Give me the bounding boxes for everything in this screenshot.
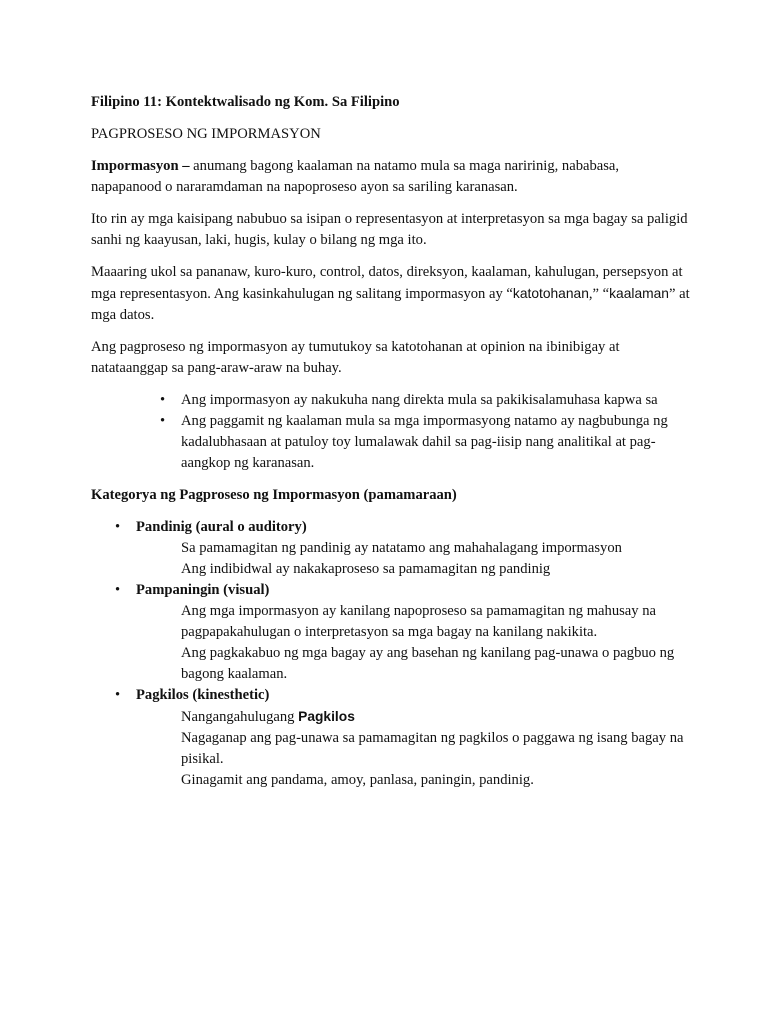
category-body xyxy=(136,706,691,791)
section-heading: PAGPROSESO NG IMPORMASYON xyxy=(91,126,321,142)
list-item-text: Ang paggamit ng kaalaman mula sa mga impormasyong natamo ay nagbubunga ng kadalubhasaan at patuloy toy lumalawak dahil sa pag-iisip nang analitikal at pag-aangkop ng karanasan. xyxy=(181,413,668,471)
list-item xyxy=(160,411,691,474)
category-line: Ang indibidwal ay nakakaproseso sa pamamagitan ng pandinig xyxy=(181,561,551,577)
list-item-text: Ang impormasyon ay nakukuha nang direkta mula sa pakikisalamuhasa kapwa sa xyxy=(181,392,658,408)
paragraph-3-end: ” at mga datos. xyxy=(91,286,690,323)
definition-paragraph xyxy=(91,156,691,198)
category-body xyxy=(136,538,691,580)
category-line: Sa pamamagitan ng pandinig ay natatamo ang mahahalagang impormasyon xyxy=(181,540,622,556)
keyword-katotohanan: katotohanan xyxy=(512,286,589,301)
category-name: Pagkilos (kinesthetic) xyxy=(136,687,270,703)
category-list xyxy=(91,517,691,791)
paragraph-4: Ang pagproseso ng impormasyon ay tumutukoy sa katotohanan at opinion na ibinibigay at natataanggap sa pang-araw-araw na buhay. xyxy=(91,339,620,376)
category-item-pampaningin xyxy=(115,580,691,685)
category-body xyxy=(136,601,691,685)
list-item xyxy=(160,390,691,411)
category-line: Ang mga impormasyon ay kanilang napoproseso sa pamamagitan ng mahusay na pagpapakahulugan o interpretasyon sa mga bagay na kanilang nakikita. xyxy=(181,603,656,640)
category-line: Ang pagkakabuo ng mga bagay ay ang basehan ng kanilang pag-unawa o pagbuo ng bagong kaalaman. xyxy=(181,645,675,682)
bullet-icon: • xyxy=(115,687,121,703)
category-line: Ginagamit ang pandama, amoy, panlasa, paningin, pandinig. xyxy=(181,772,534,788)
definition-term: Impormasyon – xyxy=(91,158,190,174)
bullet-icon: • xyxy=(115,582,121,598)
category-intro xyxy=(181,706,691,728)
document-title: Filipino 11: Kontektwalisado ng Kom. Sa Filipino xyxy=(91,94,400,110)
bullet-icon: • xyxy=(115,519,121,535)
bullet-list xyxy=(91,390,691,474)
category-item-pagkilos xyxy=(115,685,691,791)
category-intro-text: Nangangahulugang xyxy=(181,709,299,725)
paragraph-2: Ito rin ay mga kaisipang nabubuo sa isipan o representasyon at interpretasyon sa mga bagay sa paligid sanhi ng kaayusan, laki, hugis, kulay o bilang ng mga ito. xyxy=(91,211,688,248)
document-page xyxy=(91,92,691,791)
category-name: Pampaningin (visual) xyxy=(136,582,270,598)
paragraph-3-text: Maaaring ukol sa pananaw, kuro-kuro, control, datos, direksyon, kaalaman, kahulugan, persepsyon at mga representasyon. Ang kasinkahulugan ng salitang impormasyon ay “ xyxy=(91,264,683,302)
paragraph-3 xyxy=(91,262,691,326)
category-intro-bold: Pagkilos xyxy=(298,709,355,724)
keyword-kaalaman: kaalaman xyxy=(609,286,669,301)
bullet-icon: • xyxy=(160,392,166,408)
paragraph-3-mid: ,” “ xyxy=(588,286,610,302)
definition-text: anumang bagong kaalaman na natamo mula sa maga naririnig, nababasa, napapanood o nararamdaman na napoproseso ayon sa sariling karanasan. xyxy=(91,158,620,195)
category-name: Pandinig (aural o auditory) xyxy=(136,519,307,535)
bullet-icon: • xyxy=(160,413,166,429)
category-item-pandinig xyxy=(115,517,691,580)
category-heading: Kategorya ng Pagproseso ng Impormasyon (pamamaraan) xyxy=(91,487,457,503)
category-line: Nagaganap ang pag-unawa sa pamamagitan ng pagkilos o paggawa ng isang bagay na pisikal. xyxy=(181,730,684,767)
